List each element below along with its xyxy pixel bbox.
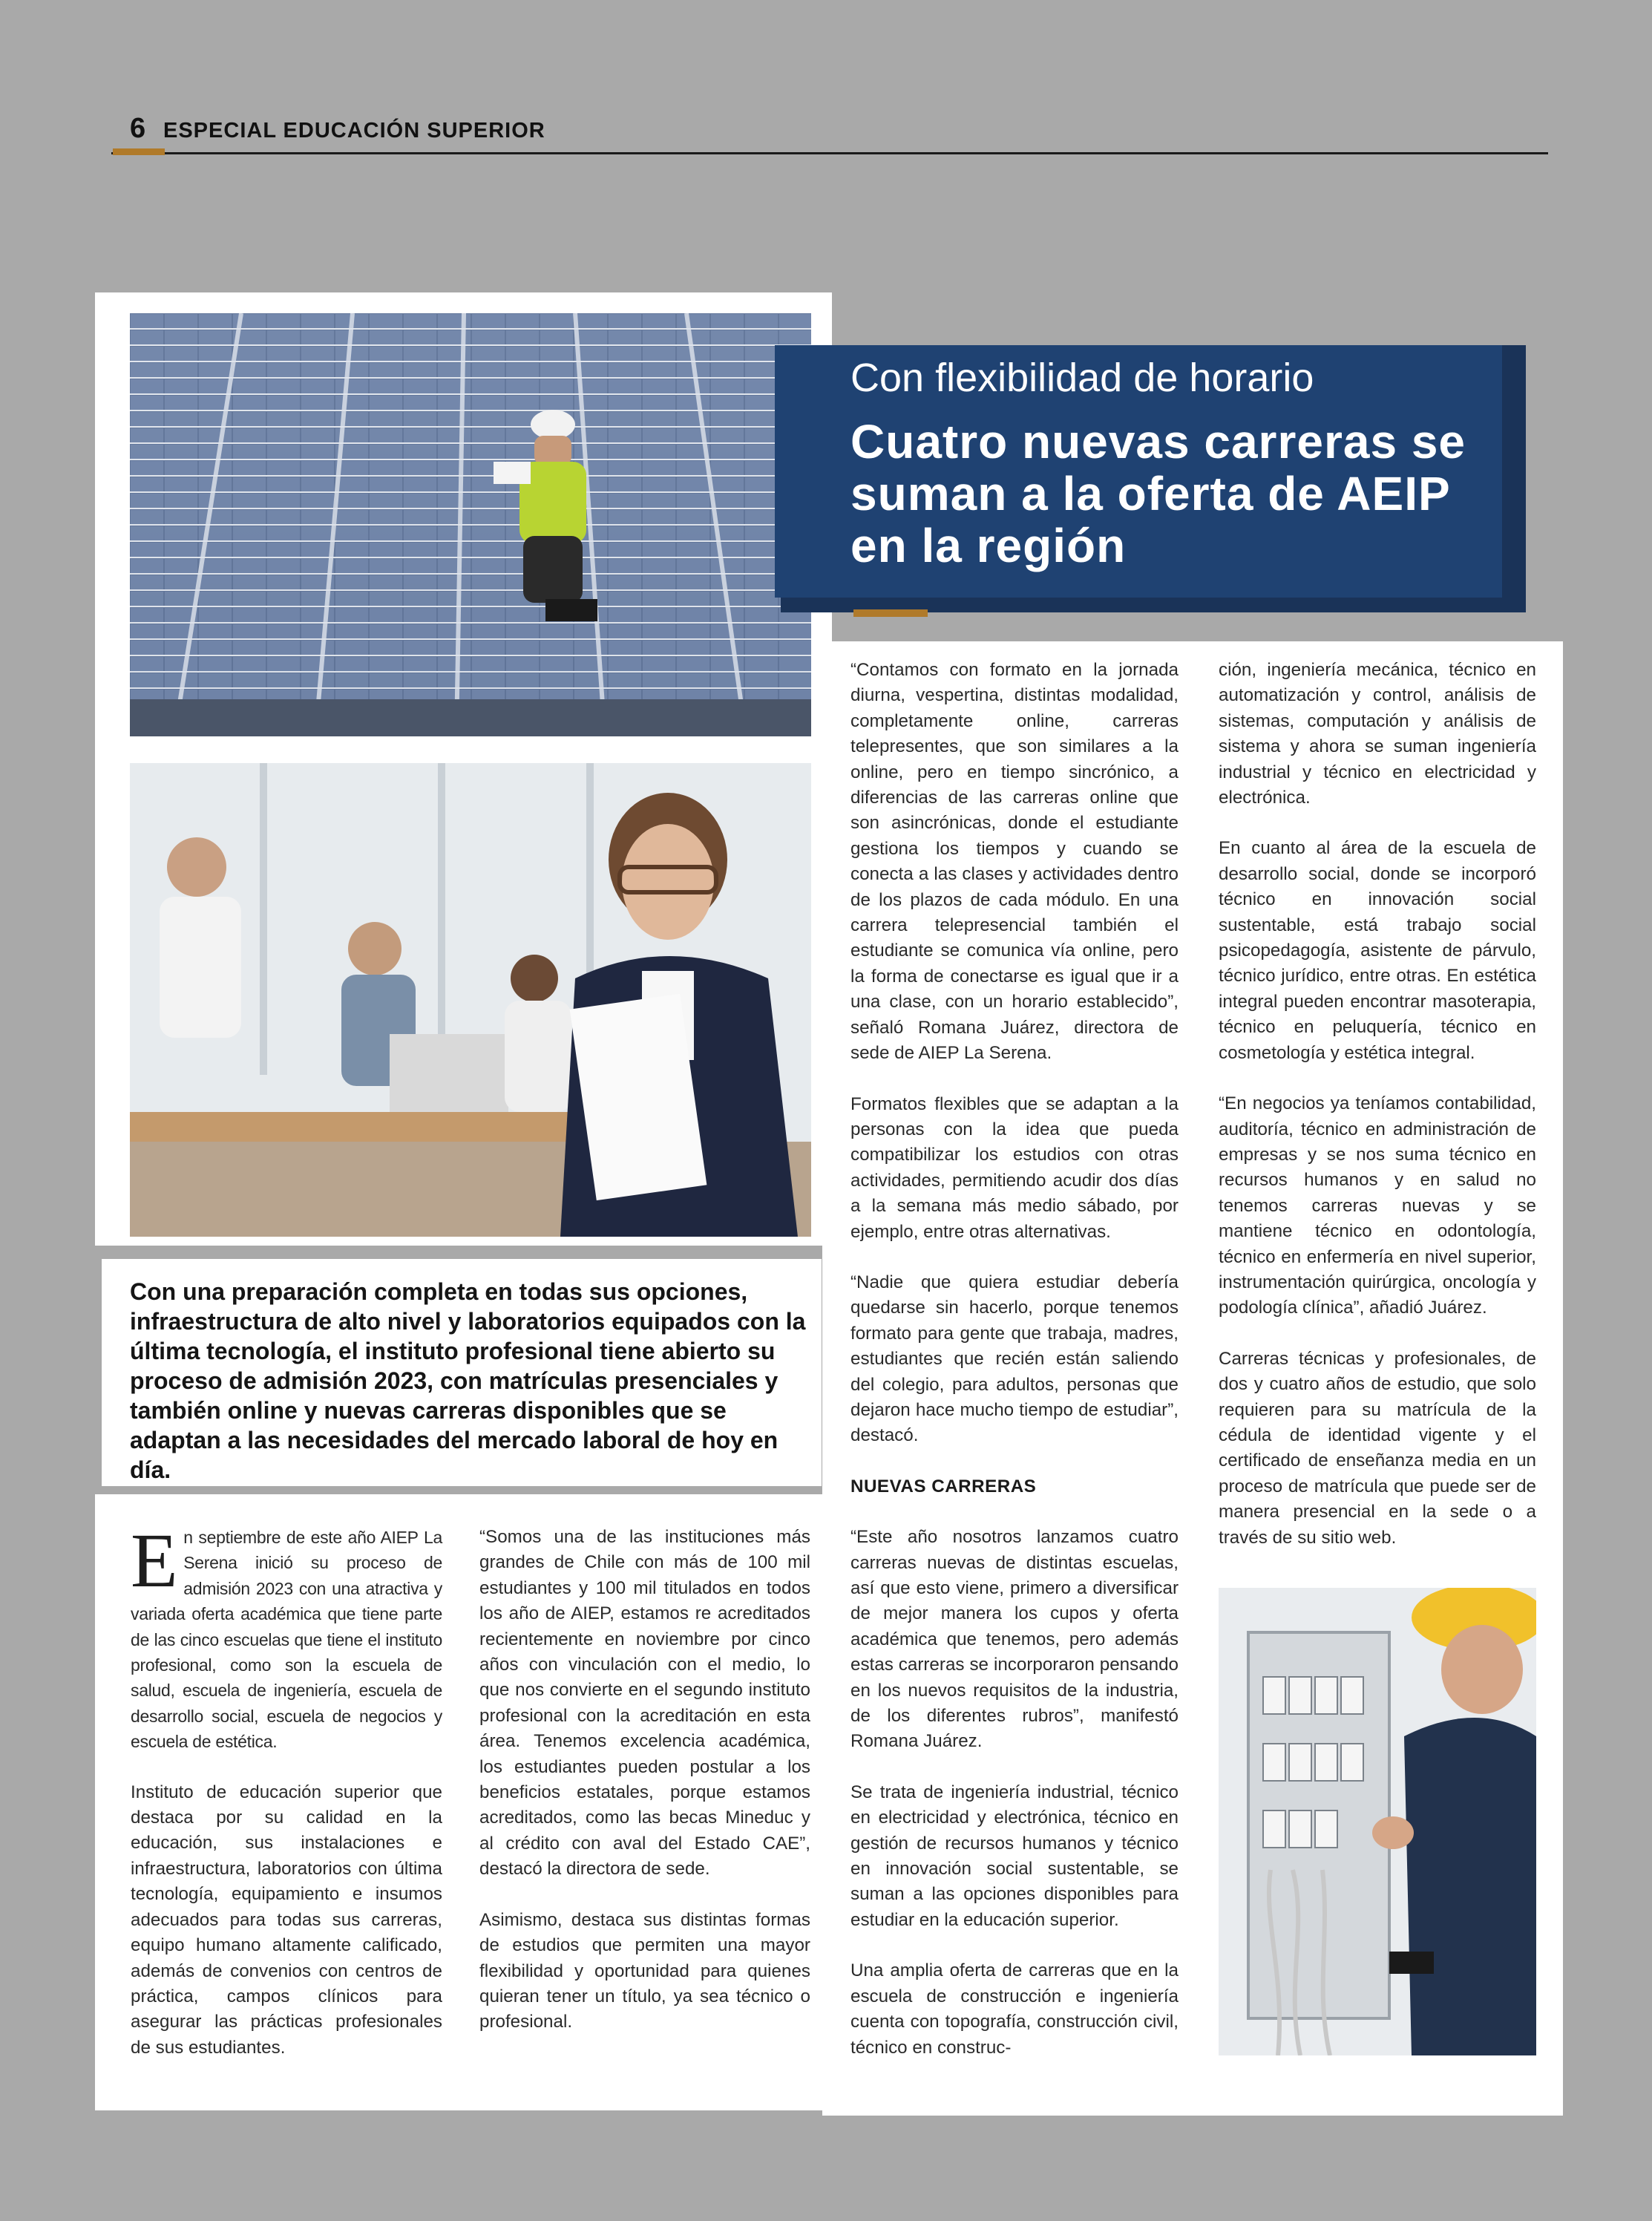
body-column-2 — [479, 1525, 810, 2061]
paragraph: “En negocios ya teníamos contabilidad, auditoría, técnico en administración de empresas y se nos suma técnico en recursos humanos y en salud no tenemos carreras nuevas y se mantiene técnico en odontología, técnico en enfermería en nivel superior, instrumentación quirúrgica, oncología y podología clínica”, añadió Juárez. — [1219, 1093, 1536, 1318]
header-accent-bar — [113, 148, 165, 155]
paragraph: Una amplia oferta de carreras que en la escuela de construcción e ingeniería cuenta con topografía, construcción civil, técnico en construc- — [850, 1960, 1179, 2058]
section-title: ESPECIAL EDUCACIÓN SUPERIOR — [163, 119, 545, 143]
drop-cap: E — [131, 1518, 178, 1603]
paragraph: ción, ingeniería mecánica, técnico en automatización y control, análisis de sistemas, computación y análisis de sistema y ahora se suman ingeniería industrial y técnico en electricidad y electrónica. — [1219, 660, 1536, 808]
solar-panels-photo — [130, 313, 811, 736]
paragraph: “Nadie que quiera estudiar debería quedarse sin hacerlo, porque tenemos formato para gente que trabaja, madres, estudiantes que recién están saliendo del colegio, para adultos, personas que dejaron hace mucho tiempo de estudiar”, destacó. — [850, 1272, 1179, 1446]
paragraph: Instituto de educación superior que destaca por su calidad en la educación, sus instalaciones e infraestructura, laboratorios con última tecnología, equipamiento e insumos adecuados para todas sus carreras, equipo humano altamente calificado, además de convenios con centros de práctica, campos clínicos para asegurar las prácticas profesionales de sus estudiantes. — [131, 1782, 442, 2058]
office-team-photo — [130, 763, 811, 1237]
page-number: 6 — [130, 113, 146, 144]
article-lead: Con una preparación completa en todas sus opciones, infraestructura de alto nivel y laboratorios equipados con la última tecnología, el instituto profesional tiene abierto su proceso de admisión 2023, con matrículas presenciales y también online y nuevas carreras disponibles que se adaptan a las necesidades del mercado laboral de hoy en día. — [130, 1278, 806, 1483]
article-headline: Cuatro nuevas carreras se suman a la oferta de AEIP en la región — [850, 415, 1466, 572]
article-kicker: Con flexibilidad de horario — [850, 356, 1314, 400]
paragraph-text: n septiembre de este año AIEP La Serena inició su proceso de admisión 2023 con una atractiva y variada oferta académica que tiene parte de las cinco escuelas que tiene el instituto profesional, como son la escuela de salud, escuela de ingeniería, escuela de desarrollo social, escuela de negocios y escuela de estética. — [131, 1528, 442, 1752]
body-column-1 — [131, 1518, 442, 2086]
paragraph: Se trata de ingeniería industrial, técnico en electricidad y electrónica, técnico en gestión de recursos humanos y técnico en innovación social sustentable, se suman a las opciones disponibles para estudiar en la educación superior. — [850, 1782, 1179, 1930]
paragraph: “Este año nosotros lanzamos cuatro carreras nuevas de distintas escuelas, así que esto viene, primero a diversificar de mejor manera los cupos y oferta académica que tenemos, pero además estas carreras se incorporaron pensando en los nuevos requisitos de la industria, de los diferentes rubros”, manifestó Romana Juárez. — [850, 1527, 1179, 1752]
body-column-3 — [850, 658, 1179, 2086]
paragraph — [131, 1518, 442, 1755]
electrician-photo — [1219, 1588, 1536, 2055]
paragraph: “Somos una de las instituciones más grandes de Chile con más de 100 mil estudiantes y 100 mil titulados en todos los año de AIEP, estamos re acreditados recientemente en noviembre por cinco años con vinculación con el medio, lo que nos convierte en el segundo instituto profesional con la acreditación en esta área. Tenemos excelencia académica, los estudiantes pueden postular a los beneficios estatales, porque estamos acreditados, como las becas Mineduc y al crédito con aval del Estado CAE”, destacó la directora de sede. — [479, 1527, 810, 1880]
paragraph: Carreras técnicas y profesionales, de dos y cuatro años de estudio, que solo requieren para su matrícula de la cédula de identidad vigente y el certificado de enseñanza media en un proceso de matrícula que puede ser de manera presencial en la sede o a través de su sitio web. — [1219, 1348, 1536, 1548]
paragraph: En cuanto al área de la escuela de desarrollo social, donde se incorporó técnico en innovación social sustentable, está trabajo social psicopedagogía, asistente de párvulo, técnico jurídico, entre otras. En estética integral pueden encontrar masoterapia, técnico en peluquería, técnico en cosmetología y estética integral. — [1219, 838, 1536, 1063]
paragraph: “Contamos con formato en la jornada diurna, vespertina, distintas modalidad, completamente online, carreras telepresentes, que son similares a la online, pero en tiempo sincrónico, a diferencias de las carreras online que son asincrónicas, donde el estudiante gestiona los tiempos y cuando se conecta a las clases y actividades dentro de los plazos de cada módulo. En una carrera telepresencial también el estudiante se comunica vía online, pero la forma de conectarse es igual que ir a una clase, con un horario establecido”, señaló Romana Juárez, directora de sede de AIEP La Serena. — [850, 660, 1179, 1064]
body-column-4 — [1219, 658, 1536, 1576]
paragraph: Formatos flexibles que se adaptan a la personas con la idea que pueda compatibilizar los estudios con otras actividades, permitiendo acudir dos días a la semana más medio sábado, por ejemplo, entre otras alternativas. — [850, 1093, 1179, 1242]
subheading: NUEVAS CARRERAS — [850, 1476, 1037, 1497]
paragraph: Asimismo, destaca sus distintas formas de estudios que permiten una mayor flexibilidad y oportunidad para quienes quieran tener un título, ya sea técnico o profesional. — [479, 1909, 810, 2032]
header-rule — [111, 152, 1548, 154]
title-accent-bar — [853, 609, 928, 617]
